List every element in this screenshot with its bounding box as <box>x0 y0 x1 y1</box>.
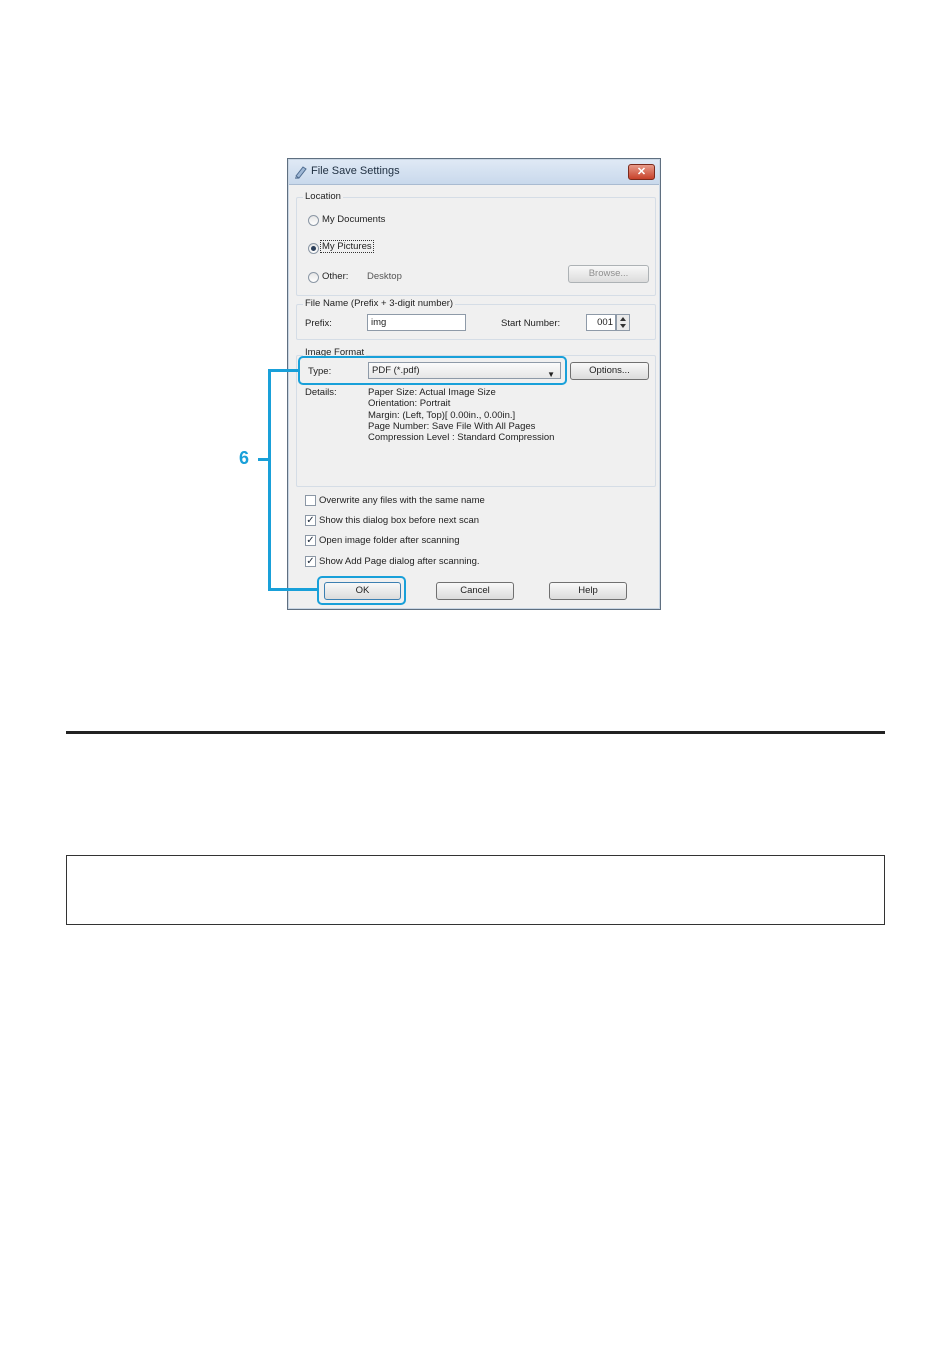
show-dialog-label[interactable]: Show this dialog box before next scan <box>319 515 480 526</box>
close-button[interactable]: ✕ <box>628 164 655 180</box>
other-label[interactable]: Other: <box>322 271 349 282</box>
callout-number: 6 <box>239 448 250 468</box>
detail-orientation: Orientation: Portrait <box>368 398 451 409</box>
file-name-group-label: File Name (Prefix + 3-digit number) <box>305 298 454 309</box>
my-documents-label[interactable]: My Documents <box>322 214 386 225</box>
my-pictures-radio[interactable] <box>308 243 319 254</box>
detail-compression: Compression Level : Standard Compression <box>368 432 555 443</box>
prefix-input[interactable]: img <box>367 314 466 331</box>
chevron-down-icon[interactable]: ▼ <box>547 370 555 379</box>
show-dialog-checkbox[interactable]: ✓ <box>306 515 315 526</box>
callout-bracket-tick <box>258 458 268 461</box>
ok-button-highlight <box>317 576 406 605</box>
open-folder-checkbox[interactable]: ✓ <box>306 535 315 546</box>
other-folder-value: Desktop <box>367 271 402 282</box>
ok-button[interactable]: OK <box>324 582 401 600</box>
cancel-button[interactable]: Cancel <box>436 582 514 600</box>
spin-up-icon[interactable] <box>620 317 626 321</box>
detail-margin: Margin: (Left, Top)[ 0.00in., 0.00in.] <box>368 410 516 421</box>
callout-bracket-top <box>268 369 299 372</box>
location-group-label: Location <box>305 191 341 202</box>
show-add-page-checkbox[interactable]: ✓ <box>306 556 315 567</box>
start-number-label: Start Number: <box>501 318 561 329</box>
details-label: Details: <box>305 387 337 398</box>
open-folder-label[interactable]: Open image folder after scanning <box>319 535 460 546</box>
callout-bracket-bottom <box>268 588 318 591</box>
overwrite-checkbox[interactable] <box>305 495 316 506</box>
dialog-title: File Save Settings <box>311 165 400 177</box>
type-selected-value: PDF (*.pdf) <box>372 365 420 376</box>
browse-button[interactable]: Browse... <box>568 265 649 283</box>
spin-down-icon[interactable] <box>620 324 626 328</box>
start-number-spinner[interactable] <box>616 314 630 331</box>
section-divider <box>66 731 885 734</box>
callout-bracket-vertical <box>268 369 271 591</box>
my-documents-radio[interactable] <box>308 215 319 226</box>
options-button[interactable]: Options... <box>570 362 649 380</box>
overwrite-label[interactable]: Overwrite any files with the same name <box>319 495 485 506</box>
scanner-app-icon <box>293 164 309 180</box>
help-button[interactable]: Help <box>549 582 627 600</box>
type-label: Type: <box>308 366 332 377</box>
prefix-label: Prefix: <box>305 318 332 329</box>
other-radio[interactable] <box>308 272 319 283</box>
start-number-input[interactable]: 001 <box>586 314 616 331</box>
type-dropdown-highlight <box>298 356 567 385</box>
note-box <box>66 855 885 925</box>
my-pictures-label[interactable]: My Pictures <box>322 241 372 252</box>
detail-page-number: Page Number: Save File With All Pages <box>368 421 536 432</box>
show-add-page-label[interactable]: Show Add Page dialog after scanning. <box>319 556 480 567</box>
detail-paper-size: Paper Size: Actual Image Size <box>368 387 496 398</box>
image-format-group-label: Image Format <box>305 347 365 358</box>
title-bar[interactable] <box>289 160 659 185</box>
